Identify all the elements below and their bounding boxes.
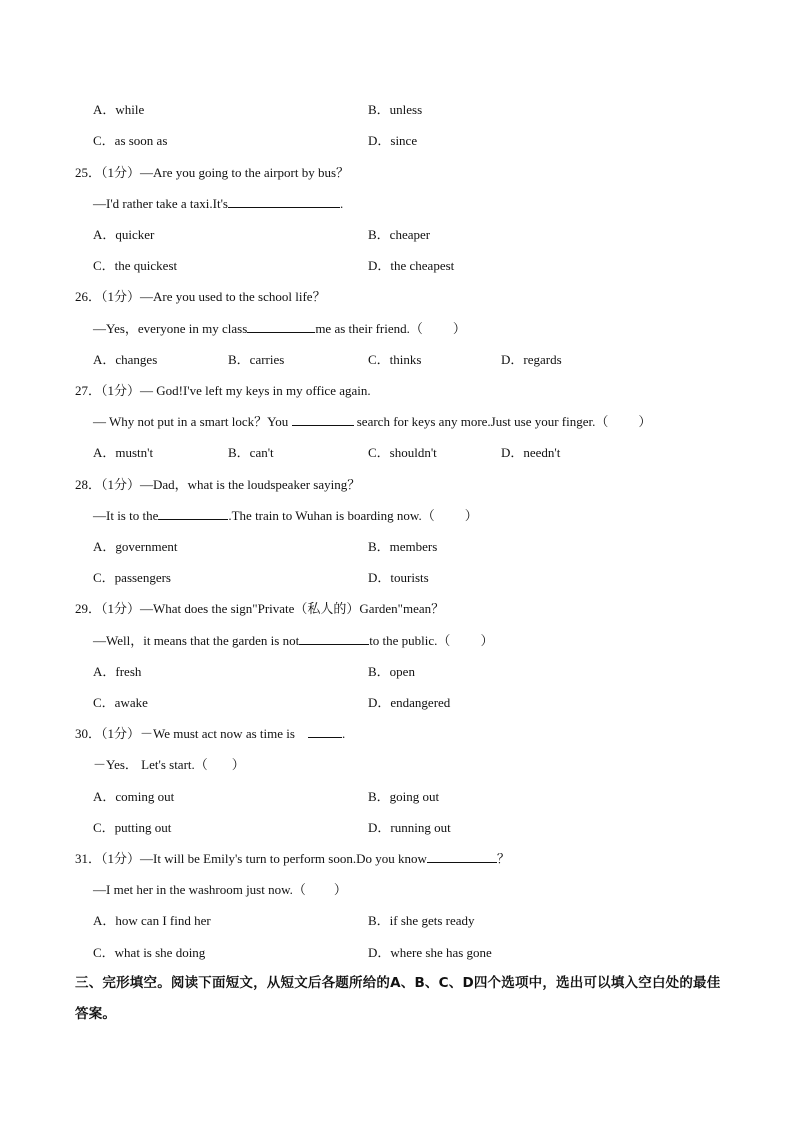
option-b: B．can't	[228, 445, 274, 460]
option-b: B．if she gets ready	[368, 913, 475, 928]
option-d: D．since	[368, 133, 418, 148]
option-a: A．government	[93, 539, 178, 554]
reply-text: —I met her in the washroom just now.（	[93, 882, 306, 897]
option-d: D．needn't	[501, 445, 561, 460]
reply-paren-close: ）	[231, 757, 245, 772]
option-c: C．awake	[93, 695, 148, 710]
option-c: C．as soon as	[93, 133, 168, 148]
reply-paren-close: ）	[333, 882, 347, 897]
stem-text: 30．（1分）－We must act now as time is	[75, 726, 295, 741]
option-c: C．thinks	[368, 352, 422, 367]
answer-blank[interactable]	[228, 195, 340, 208]
q26-stem: 26．（1分）—Are you used to the school life？	[75, 289, 326, 304]
option-b: B．unless	[368, 102, 423, 117]
option-d: D．running out	[368, 820, 451, 835]
q25-stem: 25．（1分）—Are you going to the airport by bus？	[75, 165, 350, 180]
reply-text: —I'd rather take a taxi.It's	[93, 196, 228, 211]
reply-end: .	[340, 196, 344, 211]
q27-stem: 27．（1分）— God!I've left my keys in my office again.	[75, 383, 371, 398]
stem-end: ？	[496, 851, 510, 866]
option-d: D．the cheapest	[368, 258, 455, 273]
option-c: C．shouldn't	[368, 445, 437, 460]
reply-paren-close: ）	[464, 508, 478, 523]
answer-blank[interactable]	[292, 413, 354, 426]
answer-blank[interactable]	[247, 320, 315, 333]
reply-text: —It is to the	[93, 508, 159, 523]
option-a: A．changes	[93, 352, 158, 367]
reply-text: －Yes． Let's start.（	[93, 757, 208, 772]
option-c: C．the quickest	[93, 258, 178, 273]
q25-reply	[93, 195, 343, 213]
q26-reply	[93, 320, 466, 338]
option-a: A．mustn't	[93, 445, 154, 460]
answer-blank[interactable]	[299, 632, 369, 645]
stem-end: .	[341, 726, 346, 741]
option-a: A．coming out	[93, 789, 175, 804]
reply-paren-close: ）	[638, 414, 652, 429]
option-b: B．members	[368, 539, 438, 554]
option-b: B．carries	[228, 352, 285, 367]
q30-reply	[93, 756, 245, 774]
q28-reply	[93, 507, 478, 525]
option-b: B．cheaper	[368, 227, 431, 242]
reply-text-2: search for keys any more.Just use your finger.（	[356, 414, 609, 429]
q27-reply	[93, 413, 651, 431]
option-d: D．endangered	[368, 695, 451, 710]
reply-paren-close: ）	[480, 633, 494, 648]
option-b: B．going out	[368, 789, 440, 804]
reply-text-2: to the public.（	[369, 633, 451, 648]
answer-blank[interactable]	[158, 507, 228, 520]
answer-blank[interactable]	[427, 850, 497, 863]
reply-paren-close: ）	[452, 321, 466, 336]
option-a: A．how can I find her	[93, 913, 211, 928]
answer-blank[interactable]	[308, 725, 342, 738]
option-c: C．what is she doing	[93, 945, 206, 960]
option-d: D．regards	[501, 352, 562, 367]
q30-stem	[75, 725, 345, 743]
stem-text: 31．（1分）—It will be Emily's turn to perform soon.Do you know	[75, 851, 427, 866]
reply-text: —Yes，everyone in my class	[93, 321, 248, 336]
option-a: A．while	[93, 102, 145, 117]
q31-stem	[75, 850, 510, 868]
reply-text-2: me as their friend.（	[315, 321, 423, 336]
reply-text-2: .The train to Wuhan is boarding now.（	[228, 508, 435, 523]
q31-reply	[93, 881, 347, 899]
q29-reply	[93, 632, 493, 650]
reply-text: —Well，it means that the garden is not	[93, 633, 300, 648]
section-3-heading: 三、完形填空。阅读下面短文，从短文后各题所给的A、B、C、D四个选项中，选出可以填入空白处的最佳答案。	[75, 975, 721, 1022]
option-d: D．tourists	[368, 570, 429, 585]
option-c: C．putting out	[93, 820, 172, 835]
option-a: A．quicker	[93, 227, 155, 242]
q28-stem: 28．（1分）—Dad，what is the loudspeaker saying？	[75, 477, 361, 492]
option-c: C．passengers	[93, 570, 171, 585]
option-b: B．open	[368, 664, 415, 679]
option-a: A．fresh	[93, 664, 142, 679]
option-d: D．where she has gone	[368, 945, 492, 960]
q29-stem: 29．（1分）—What does the sign"Private（私人的）Garden"mean？	[75, 601, 445, 616]
reply-text: — Why not put in a smart lock？You	[93, 414, 289, 429]
